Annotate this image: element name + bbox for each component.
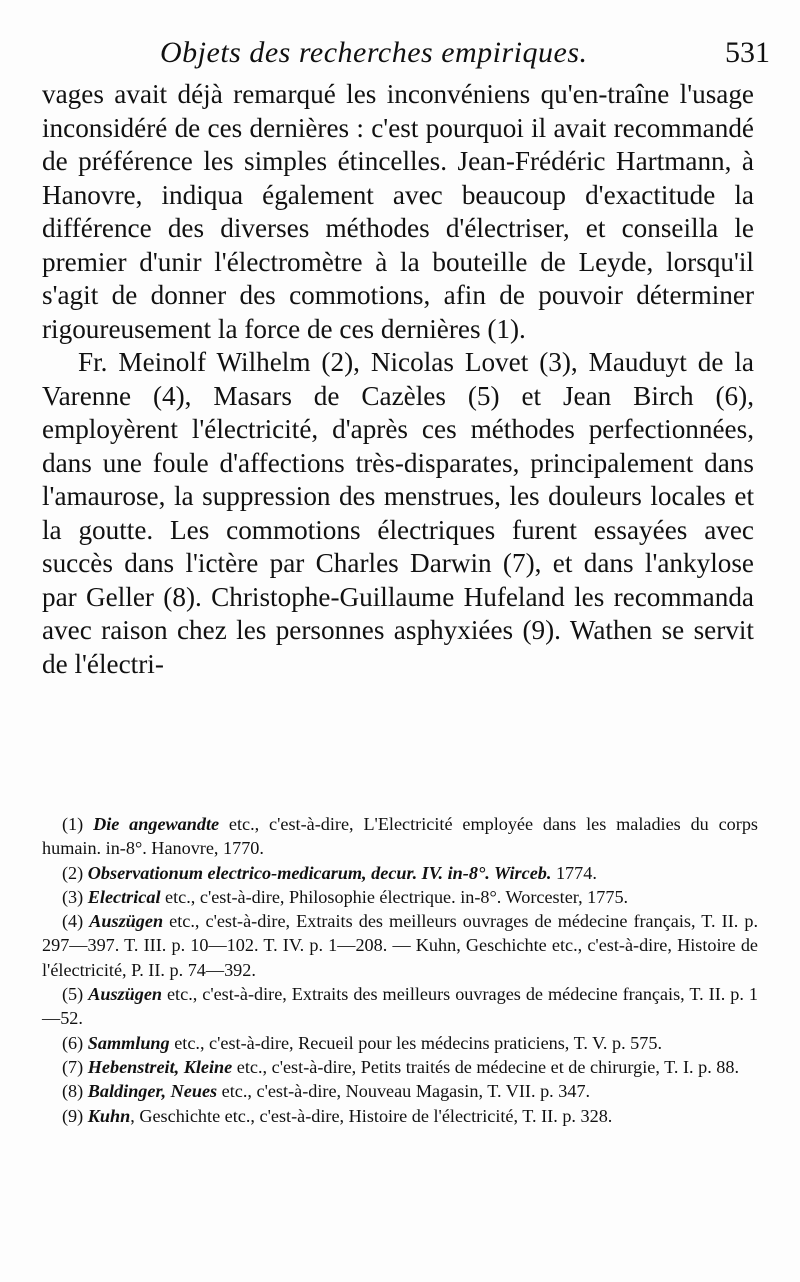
footnote [42,861,758,885]
footnote-title: Sammlung [87,1032,170,1053]
paragraph: Fr. Meinolf Wilhelm (2), Nicolas Lovet (3), Mauduyt de la Varenne (4), Masars de Cazèles (5) et Jean Birch (6), employèrent l'électricité, d'après ces méthodes perfectionnées, dans une foule d'affections très-disparates, principalement dans l'amaurose, la suppression des menstrues, les douleurs locales et la goutte. Les commotions électriques furent essayées avec succès dans l'ictère par Charles Darwin (7), et dans l'ankylose par Geller (8). Christophe-Guillaume Hufeland les recommanda avec raison chez les personnes asphyxiées (9). Wathen se servit de l'électri- [42,347,754,679]
running-head [40,36,770,76]
footnote-text: etc., c'est-à-dire, Extraits des meilleurs ouvrages de médecine français, T. II. p. 297—397. T. III. p. 10—102. T. IV. p. 1—208. — Kuhn, Geschichte etc., c'est-à-dire, Histoire de l'électricité, P. II. p. 74—392. [42,911,758,980]
footnote-number: (5) [62,984,84,1005]
footnote [42,1079,758,1103]
footnote-text: etc., c'est-à-dire, L'Electricité employée dans les maladies du corps humain. in-8°. Hanovre, 1770. [42,814,758,859]
running-title: Objets des recherches empiriques. [160,36,588,69]
footnote-number: (9) [62,1105,84,1126]
footnote-title: Baldinger, Neues [87,1081,218,1102]
footnote-number: (2) [62,862,84,883]
footnote-title: Die angewandte [93,814,220,834]
footnote-text: etc., c'est-à-dire, Petits traités de médecine et de chirurgie, T. I. p. 88. [232,1056,740,1077]
footnote [42,1031,758,1055]
footnote [42,812,758,861]
footnote-text: etc., c'est-à-dire, Nouveau Magasin, T. VII. p. 347. [217,1081,591,1102]
footnote-number: (7) [62,1056,84,1077]
footnote-text: etc., c'est-à-dire, Philosophie électrique. in-8°. Worcester, 1775. [160,886,629,907]
footnote-text: etc., c'est-à-dire, Extraits des meilleurs ouvrages de médecine français, T. II. p. 1—52. [42,984,758,1029]
footnote-text: etc., c'est-à-dire, Recueil pour les médecins praticiens, T. V. p. 575. [169,1032,662,1053]
footnote-title: Hebenstreit, Kleine [87,1056,233,1077]
footnote-number: (8) [62,1081,84,1102]
footnote-number: (4) [62,911,84,932]
footnote-title: Auszügen [88,984,163,1005]
footnote [42,885,758,909]
footnote-number: (6) [62,1032,84,1053]
footnote-title: Kuhn [87,1105,131,1126]
body-text [42,78,754,681]
footnote-title: Auszügen [89,911,164,932]
footnote [42,982,758,1031]
footnotes [42,812,758,1128]
footnote-text: , Geschichte etc., c'est-à-dire, Histoire de l'électricité, T. II. p. 328. [130,1105,613,1126]
footnote-number: (3) [62,886,84,907]
footnote-text: 1774. [551,862,597,883]
footnote-title: Electrical [87,886,161,907]
footnote-title: Observationum electrico-medicarum, decur. IV. in-8°. Wirceb. [87,862,552,883]
footnote [42,909,758,982]
paragraph: vages avait déjà remarqué les inconvéniens qu'en-traîne l'usage inconsidéré de ces dernières : c'est pourquoi il avait recommandé de préférence les simples étincelles. Jean-Frédéric Hartmann, à Hanovre, indiqua également avec beaucoup d'exactitude la différence des diverses méthodes d'électriser, et conseilla le premier d'unir l'électromètre à la bouteille de Leyde, lorsqu'il s'agit de donner des commotions, afin de pouvoir déterminer rigoureusement la force de ces dernières (1). [42,79,754,344]
footnote-number: (1) [62,814,84,834]
footnote [42,1055,758,1079]
page-number: 531 [725,36,770,69]
footnote [42,1104,758,1128]
